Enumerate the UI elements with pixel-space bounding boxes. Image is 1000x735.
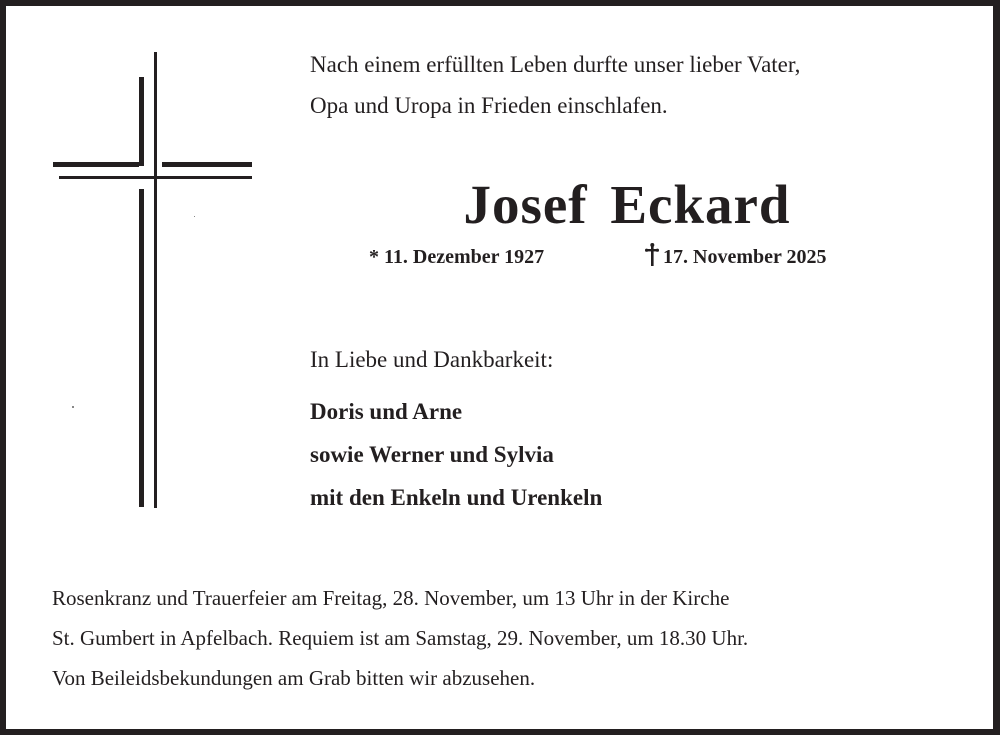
death-date-group [645, 243, 827, 271]
mourners-list [310, 390, 602, 519]
deceased-name: Josef Eckard [463, 174, 791, 235]
service-line: St. Gumbert in Apfelbach. Requiem ist am Samstag, 29. November, um 18.30 Uhr. [52, 626, 749, 650]
cross-icon [50, 50, 255, 510]
print-speck [194, 216, 195, 217]
service-line: Von Beileidsbekundungen am Grab bitten wir abzusehen. [52, 666, 536, 690]
service-details [52, 578, 952, 698]
service-line: Rosenkranz und Trauerfeier am Freitag, 28. November, um 13 Uhr in der Kirche [52, 586, 730, 610]
intro-line: Opa und Uropa in Frieden einschlafen. [310, 93, 668, 118]
print-speck [72, 406, 74, 408]
death-date: 17. November 2025 [663, 246, 827, 268]
intro-line: Nach einem erfüllten Leben durfte unser lieber Vater, [310, 52, 801, 77]
birth-date: * 11. Dezember 1927 [369, 246, 545, 268]
life-dates [369, 243, 827, 271]
intro-text [310, 44, 970, 126]
mourner-name: Doris und Arne [310, 399, 463, 424]
dagger-icon [645, 243, 659, 267]
mourner-name: sowie Werner und Sylvia [310, 442, 554, 467]
mourner-name: mit den Enkeln und Urenkeln [310, 485, 603, 510]
mourners-heading: In Liebe und Dankbarkeit: [310, 347, 554, 372]
